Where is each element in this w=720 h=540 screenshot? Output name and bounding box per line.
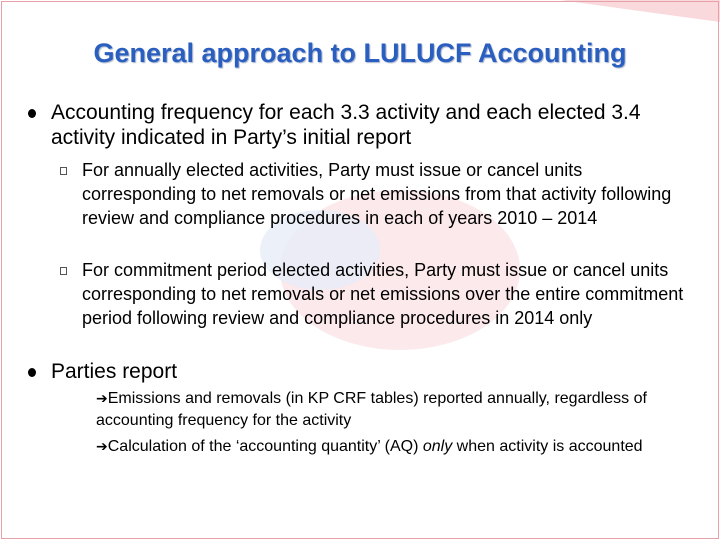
arrow-item-text: Emissions and removals (in KP CRF tables) reported annually, regardless of accounting frequency for the activity — [96, 390, 647, 429]
sub-bullet-text: For commitment period elected activities, Party must issue or cancel units corresponding to net removals or net emissions over the entire commitment period following review and compliance procedures in 2014 only — [82, 260, 684, 328]
arrow-item — [96, 436, 696, 458]
bullet-icon — [28, 109, 36, 118]
right-arrow-icon: ➔ — [96, 439, 108, 455]
bullet-icon — [28, 368, 36, 377]
sub-bullet-text: For annually elected activities, Party must issue or cancel units corresponding to net removals or net emissions from that activity following review and compliance procedures in each of years 2010 – 2014 — [82, 160, 672, 228]
arrow-item-emphasis: only — [422, 438, 453, 455]
arrow-item-text-after: when activity is accounted — [452, 438, 643, 455]
arrow-item — [96, 388, 696, 432]
right-arrow-icon: ➔ — [96, 391, 108, 407]
bullet-text: Parties report — [51, 360, 178, 383]
slide-title: General approach to LULUCF Accounting — [93, 38, 627, 68]
bullet-text: Accounting frequency for each 3.3 activity and each elected 3.4 activity indicated in Party’s initial report — [51, 101, 641, 149]
square-bullet-icon — [60, 167, 67, 175]
decorative-top-band — [0, 0, 720, 30]
arrow-item-text-before: Calculation of the ‘accounting quantity’ (AQ) — [107, 438, 423, 455]
square-bullet-icon — [60, 267, 67, 275]
